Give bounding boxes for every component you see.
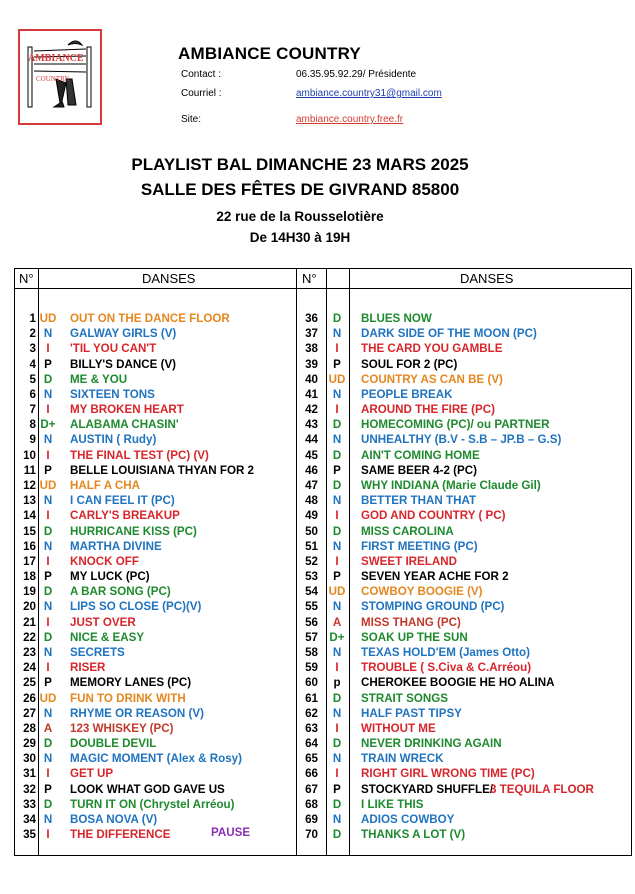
dance-number: 24: [23, 661, 36, 675]
dance-number: 41: [305, 387, 318, 401]
dance-row: [15, 812, 631, 827]
dance-title: SAME BEER 4-2 (PC): [361, 463, 477, 477]
dance-level: D: [43, 737, 53, 751]
dance-row: [15, 630, 631, 645]
dance-level: P: [44, 570, 52, 584]
event-hours: De 14H30 à 19H: [249, 230, 351, 245]
dance-title: MARTHA DIVINE: [70, 539, 162, 553]
dance-number: 35: [23, 828, 36, 842]
dance-level: N: [43, 327, 53, 341]
dance-level: N: [332, 387, 342, 401]
dance-number: 44: [305, 433, 318, 447]
dance-title: HALF PAST TIPSY: [361, 706, 462, 720]
dance-level: I: [335, 661, 339, 675]
dance-title: WHY INDIANA (Marie Claude Gil): [361, 478, 541, 492]
dance-level: I: [46, 661, 50, 675]
dance-number: 2: [29, 327, 36, 341]
dance-title: HOMECOMING (PC)/ ou PARTNER: [361, 418, 550, 432]
dance-level: P: [44, 357, 52, 371]
dance-level: D: [43, 585, 53, 599]
dance-title: NEVER DRINKING AGAIN: [361, 737, 502, 751]
dance-number: 29: [23, 737, 36, 751]
dance-level: N: [43, 752, 53, 766]
dance-title: AUSTIN ( Rudy): [70, 433, 157, 447]
dance-number: 65: [305, 752, 318, 766]
dance-number: 43: [305, 418, 318, 432]
dance-row: [15, 372, 631, 387]
dance-title: I CAN FEEL IT (PC): [70, 494, 175, 508]
dance-title: LIPS SO CLOSE (PC)(V): [70, 600, 202, 614]
dance-row: [15, 357, 631, 372]
dance-title: AROUND THE FIRE (PC): [361, 403, 495, 417]
dance-level: UD: [39, 478, 57, 492]
dance-level: N: [43, 600, 53, 614]
dance-level: N: [43, 433, 53, 447]
dance-level: P: [44, 463, 52, 477]
dance-row: [15, 706, 631, 721]
dance-title: SOAK UP THE SUN: [361, 630, 468, 644]
dance-number: 67: [305, 782, 318, 796]
dance-level: I: [335, 403, 339, 417]
dance-title: BLUES NOW: [361, 312, 432, 325]
dance-level: N: [332, 539, 342, 553]
dance-row: [15, 432, 631, 447]
dance-level: UD: [328, 372, 346, 386]
dance-row: [15, 599, 631, 614]
dance-level: I: [335, 509, 339, 523]
dance-number: 63: [305, 721, 318, 735]
dance-row: [15, 797, 631, 812]
email-label: Courriel :: [181, 88, 222, 99]
dance-level: I: [335, 342, 339, 356]
dance-number: 16: [23, 539, 36, 553]
dance-level: D: [332, 478, 342, 492]
dance-title: MISS CAROLINA: [361, 524, 454, 538]
dance-number: 55: [305, 600, 318, 614]
dance-level: UD: [39, 691, 57, 705]
dance-title: BOSA NOVA (V): [70, 812, 158, 826]
dance-level: I: [46, 554, 50, 568]
dance-level: p: [333, 676, 341, 690]
dance-title: CHEROKEE BOOGIE HE HO ALINA: [361, 676, 555, 690]
dance-level: P: [333, 357, 341, 371]
contact-label: Contact :: [181, 69, 222, 80]
dance-number: 15: [23, 524, 36, 538]
dance-title: AIN'T COMING HOME: [361, 448, 480, 462]
event-title-line1: PLAYLIST BAL DIMANCHE 23 MARS 2025: [131, 155, 469, 174]
dance-level: A: [43, 721, 53, 735]
dance-number: 14: [23, 509, 36, 523]
dance-row: [15, 782, 631, 797]
dance-level: N: [332, 327, 342, 341]
dance-row: [15, 417, 631, 432]
dance-number: 28: [23, 721, 36, 735]
dance-number: 10: [23, 448, 36, 462]
dance-number: 19: [23, 585, 36, 599]
dance-number: 70: [305, 828, 318, 842]
dance-title: GALWAY GIRLS (V): [70, 327, 177, 341]
dance-row: [15, 341, 631, 356]
dance-title: NICE & EASY: [70, 630, 145, 644]
dance-title: COUNTRY AS CAN BE (V): [361, 372, 503, 386]
dance-title: BILLY'S DANCE (V): [70, 357, 177, 371]
dance-number: 32: [23, 782, 36, 796]
dance-level: N: [43, 539, 53, 553]
dance-number: 33: [23, 797, 36, 811]
dance-number: 49: [305, 509, 318, 523]
dance-number: 3: [29, 342, 36, 356]
dance-level: N: [332, 600, 342, 614]
dance-number: 54: [305, 585, 318, 599]
dance-level: D+: [40, 418, 56, 432]
dance-level: D: [43, 630, 53, 644]
dance-level: I: [46, 448, 50, 462]
dance-row: [15, 524, 631, 539]
dance-title: STRAIT SONGS: [361, 691, 448, 705]
dance-level: D: [332, 737, 342, 751]
dance-title: RHYME OR REASON (V): [70, 706, 204, 720]
dance-title: TRAIN WRECK: [361, 752, 444, 766]
dance-number: 59: [305, 661, 318, 675]
dance-title: A BAR SONG (PC): [70, 585, 171, 599]
dance-title: TURN IT ON (Chrystel Arréou): [70, 797, 235, 811]
dance-title: THE DIFFERENCE: [70, 828, 171, 842]
dance-number: 34: [23, 812, 36, 826]
dance-title: RISER: [70, 661, 106, 675]
dance-level: P: [44, 782, 52, 796]
col-dances-right: DANSES: [460, 271, 514, 286]
dance-title: THE CARD YOU GAMBLE: [361, 342, 503, 356]
dance-number: 56: [305, 615, 318, 629]
dance-level: D: [43, 524, 53, 538]
dance-level: I: [46, 509, 50, 523]
col-num-left: N°: [19, 271, 34, 286]
dance-title: SWEET IRELAND: [361, 554, 457, 568]
dance-title: SOUL FOR 2 (PC): [361, 357, 458, 371]
dance-level: N: [43, 645, 53, 659]
dance-number: 47: [305, 478, 318, 492]
dance-title: ALABAMA CHASIN': [70, 418, 179, 432]
dance-row: [15, 326, 631, 341]
dance-row: [15, 736, 631, 751]
dance-title: 123 WHISKEY (PC): [70, 721, 174, 735]
dance-title: MY LUCK (PC): [70, 570, 150, 584]
dance-row: [15, 311, 631, 326]
dance-level: D: [332, 418, 342, 432]
dance-level: A: [332, 615, 342, 629]
dance-row: [15, 478, 631, 493]
dance-level: I: [46, 615, 50, 629]
dance-level: P: [333, 570, 341, 584]
dance-level: N: [43, 494, 53, 508]
dance-title: DOUBLE DEVIL: [70, 737, 157, 751]
dance-row: [15, 645, 631, 660]
dance-level: I: [335, 767, 339, 781]
dance-number: 31: [23, 767, 36, 781]
dance-title: BETTER THAN THAT: [361, 494, 477, 508]
dance-number: 51: [305, 539, 318, 553]
dance-number: 58: [305, 645, 318, 659]
dance-number: 17: [23, 554, 36, 568]
dance-level: P: [333, 782, 341, 796]
dance-row: [15, 539, 631, 554]
dance-number: 1: [29, 312, 36, 325]
dance-title: FIRST MEETING (PC): [361, 539, 478, 553]
dance-level: D+: [329, 630, 345, 644]
dance-title: GET UP: [70, 767, 114, 781]
dance-level: D: [332, 797, 342, 811]
dance-row: [15, 402, 631, 417]
dance-level: N: [43, 706, 53, 720]
dance-row: [15, 584, 631, 599]
dance-row: [15, 691, 631, 706]
col-num-right: N°: [302, 271, 317, 286]
dance-title: UNHEALTHY (B.V - S.B – JP.B – G.S): [361, 433, 562, 447]
dance-title: STOMPING GROUND (PC): [361, 600, 505, 614]
dance-row: [15, 675, 631, 690]
dance-number: 18: [23, 570, 36, 584]
dance-title: MY BROKEN HEART: [70, 403, 184, 417]
dance-level: I: [46, 403, 50, 417]
dance-row: [15, 721, 631, 736]
dance-row: [15, 827, 631, 842]
dance-number: 40: [305, 372, 318, 386]
dance-level: N: [332, 433, 342, 447]
dance-level: UD: [39, 312, 57, 325]
dance-level: N: [43, 387, 53, 401]
dance-level: N: [43, 812, 53, 826]
dance-level: D: [332, 524, 342, 538]
dance-number: 6: [29, 387, 36, 401]
dance-title: DARK SIDE OF THE MOON (PC): [361, 327, 537, 341]
dance-title: STOCKYARD SHUFFLE/: [361, 782, 494, 796]
dance-row: [15, 387, 631, 402]
dance-number: 66: [305, 767, 318, 781]
dance-level: D: [43, 797, 53, 811]
dance-title: MEMORY LANES (PC): [70, 676, 192, 690]
dance-row: [15, 463, 631, 478]
org-name: AMBIANCE COUNTRY: [178, 44, 361, 63]
dance-number: 36: [305, 312, 318, 325]
dance-level: D: [332, 312, 342, 325]
dance-level: N: [332, 752, 342, 766]
event-title-line2: SALLE DES FÊTES DE GIVRAND 85800: [140, 180, 460, 199]
dance-title: KNOCK OFF: [70, 554, 139, 568]
dance-title: THE FINAL TEST (PC) (V): [70, 448, 209, 462]
dance-number: 22: [23, 630, 36, 644]
dance-title-alt: 3 TEQUILA FLOOR: [490, 782, 594, 796]
dance-number: 7: [29, 403, 36, 417]
dance-level: I: [46, 828, 50, 842]
dance-row: [15, 660, 631, 675]
dance-number: 46: [305, 463, 318, 477]
dance-title: MAGIC MOMENT (Alex & Rosy): [70, 752, 242, 766]
dance-level: D: [332, 828, 342, 842]
dance-number: 5: [29, 372, 36, 386]
dance-row: [15, 508, 631, 523]
dance-number: 11: [23, 463, 36, 477]
dance-number: 61: [305, 691, 318, 705]
col-dances-left: DANSES: [142, 271, 196, 286]
site-label: Site:: [181, 114, 202, 125]
dance-number: 53: [305, 570, 318, 584]
dance-number: 30: [23, 752, 36, 766]
dance-level: N: [332, 494, 342, 508]
dance-number: 50: [305, 524, 318, 538]
dance-title: ME & YOU: [70, 372, 128, 386]
club-logo: [18, 29, 102, 125]
dance-level: P: [333, 463, 341, 477]
dance-number: 4: [29, 357, 36, 371]
dance-title: FUN TO DRINK WITH: [70, 691, 186, 705]
dance-level: I: [46, 767, 50, 781]
dance-number: 52: [305, 554, 318, 568]
dance-row: [15, 493, 631, 508]
dance-number: 26: [23, 691, 36, 705]
dance-row: [15, 615, 631, 630]
dance-level: N: [332, 812, 342, 826]
site-link[interactable]: ambiance.country.free.fr: [296, 114, 404, 125]
dance-title: TROUBLE ( S.Civa & C.Arréou): [361, 661, 532, 675]
dance-number: 23: [23, 645, 36, 659]
dance-number: 20: [23, 600, 36, 614]
dance-title: BELLE LOUISIANA THYAN FOR 2: [70, 463, 255, 477]
dance-number: 38: [305, 342, 318, 356]
dance-title: LOOK WHAT GOD GAVE US: [70, 782, 225, 796]
pause-label: PAUSE: [211, 826, 251, 839]
dance-number: 69: [305, 812, 318, 826]
dance-row: [15, 766, 631, 781]
dance-title: TEXAS HOLD'EM (James Otto): [361, 645, 530, 659]
dance-title: PEOPLE BREAK: [361, 387, 453, 401]
dance-number: 64: [305, 737, 318, 751]
dance-number: 39: [305, 357, 318, 371]
logo-text-bottom: COUNTRY: [36, 75, 70, 83]
dance-number: 37: [305, 327, 318, 341]
dance-title: ADIOS COWBOY: [361, 812, 455, 826]
playlist-table: [14, 268, 632, 856]
dance-number: 62: [305, 706, 318, 720]
dance-title: WITHOUT ME: [361, 721, 436, 735]
dance-title: SEVEN YEAR ACHE FOR 2: [361, 570, 509, 584]
dance-level: UD: [328, 585, 346, 599]
dance-number: 48: [305, 494, 318, 508]
logo-text-top: AMBIANCE: [28, 53, 84, 64]
dance-level: I: [46, 342, 50, 356]
dance-level: I: [335, 554, 339, 568]
dance-number: 25: [23, 676, 36, 690]
dance-level: D: [43, 372, 53, 386]
dance-title: HALF A CHA: [70, 478, 140, 492]
dance-number: 27: [23, 706, 36, 720]
dance-title: THANKS A LOT (V): [361, 828, 466, 842]
dance-title: GOD AND COUNTRY ( PC): [361, 509, 506, 523]
dance-number: 45: [305, 448, 318, 462]
dance-number: 8: [29, 418, 36, 432]
dance-level: I: [335, 721, 339, 735]
dance-title: RIGHT GIRL WRONG TIME (PC): [361, 767, 535, 781]
dance-number: 57: [305, 630, 318, 644]
dance-title: I LIKE THIS: [361, 797, 424, 811]
event-address: 22 rue de la Rousselotière: [216, 209, 384, 224]
contact-value: 06.35.95.92.29/ Présidente: [296, 69, 417, 80]
dance-title: COWBOY BOOGIE (V): [361, 585, 483, 599]
dance-number: 12: [23, 478, 36, 492]
dance-title: SIXTEEN TONS: [70, 387, 155, 401]
dance-number: 9: [29, 433, 36, 447]
dance-title: HURRICANE KISS (PC): [70, 524, 197, 538]
dance-number: 60: [305, 676, 318, 690]
email-link[interactable]: ambiance.country31@gmail.com: [296, 88, 442, 99]
dance-row: [15, 448, 631, 463]
dance-level: P: [44, 676, 52, 690]
dance-row: [15, 569, 631, 584]
dance-row: [15, 554, 631, 569]
dance-title: OUT ON THE DANCE FLOOR: [70, 312, 230, 325]
dance-title: JUST OVER: [70, 615, 136, 629]
dance-title: 'TIL YOU CAN'T: [70, 342, 157, 356]
dance-level: N: [332, 706, 342, 720]
dance-title: CARLY'S BREAKUP: [70, 509, 180, 523]
dance-title: SECRETS: [70, 645, 125, 659]
dance-level: D: [332, 448, 342, 462]
dance-number: 68: [305, 797, 318, 811]
dance-number: 21: [23, 615, 36, 629]
dance-level: D: [332, 691, 342, 705]
dance-row: [15, 751, 631, 766]
dance-title: MISS THANG (PC): [361, 615, 461, 629]
dance-number: 42: [305, 403, 318, 417]
dance-number: 13: [23, 494, 36, 508]
dance-level: N: [332, 645, 342, 659]
